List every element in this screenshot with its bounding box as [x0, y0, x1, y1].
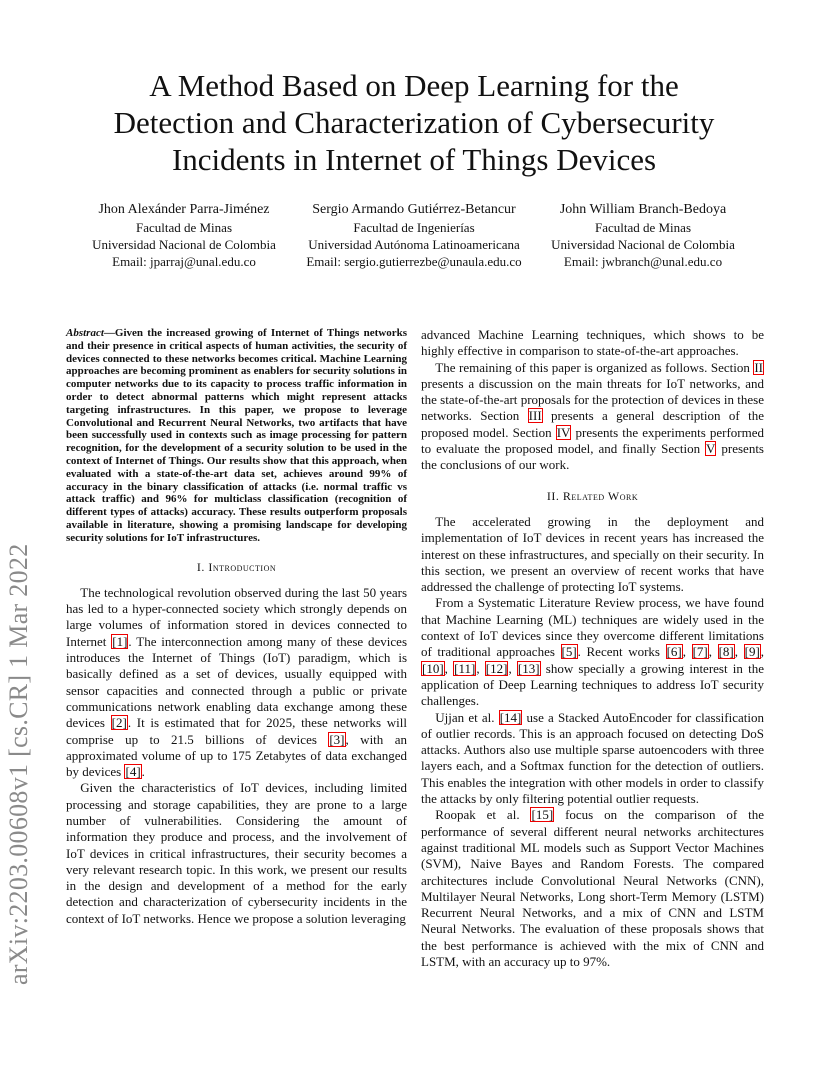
- intro-paragraph-2: Given the characteristics of IoT devices, including limited processing and storage capabilities, they are prone to a large number of vulnerabilities. Considering the amount of information they produce and process, and the involvement of IoT devices in critical infrastructures, their security becomes a very relevant research topic. In this work, we present our results in the design and development of a method for the early detection and characterization of cybersecurity incidents in the context of IoT networks. Hence we propose a solution leveraging: [66, 780, 407, 926]
- title-line: A Method Based on Deep Learning for the: [149, 68, 679, 103]
- text-run: . The interconnection among many of these devices introduces the Internet of Things (IoT) paradigm, which is basically defined as a set of devices, usually equipped with sensor capacities and connected through a public or private communications network enabling data exchange among these devices: [66, 633, 408, 731]
- citation-link[interactable]: [11]: [454, 660, 476, 676]
- text-run: Roopak et al.: [435, 807, 531, 823]
- related-paragraph-1: The accelerated growing in the deployment and implementation of IoT devices in recent years has increased the interest on these infrastructures, and specially on their security. In this section, we present an overview of recent works that have addressed the challenge of protecting IoT systems.: [421, 513, 764, 595]
- text-run: , with an approximated volume of up to 175 Zetabytes of data exchanged by devices: [66, 731, 407, 780]
- left-column: [66, 327, 407, 927]
- abstract-text: —Given the increased growing of Internet of Things networks and their presence in critical aspects of human activities, the security of devices connected to these networks becomes critical. Machine Learning approaches are becoming prominent as enablers for security solutions in computer networks due to its capacity to process traffic information in order to detect abnormal patterns which might represent attacks targeting infrastructures. In this paper, we propose to leverage Convolutional and Recurrent Neural Networks, two artifacts that have been successfully used in contexts such as image processing for pattern recognition, for the development of a security solution to be used in the context of Internet of Things. Our results show that this approach, when evaluated with a state-of-the-art data set, achieves around 99% of accuracy in the binary classification of attacks (i.e. normal traffic vs attack traffic) and 96% for multiclass classification (recognition of different types of attacks) accuracy. These results outperform proposals available in literature, showing a promising landscape for developing security solutions for IoT infrastructures.: [66, 327, 407, 544]
- author-department: Facultad de Ingenierías: [353, 220, 475, 235]
- citation-link[interactable]: [8]: [718, 644, 734, 660]
- citation-link[interactable]: [12]: [485, 660, 508, 676]
- text-run: show specially a growing interest in the application of Deep Learning techniques to address IoT security challenges.: [421, 660, 764, 709]
- text-run: presents the conclusions of our work.: [421, 441, 764, 473]
- related-paragraph-2: From a Systematic Literature Review process, we have found that Machine Learning (ML) techniques are widely used in the context of IoT devices since they overcome different limitations of traditional approaches [5]. Recent works [6], [7], [8], [9], [10], [11], [12], [13] show specially a growing interest in the application of Deep Learning techniques to address IoT security challenges.: [421, 595, 765, 709]
- author-department: Facultad de Minas: [594, 220, 692, 235]
- section-link[interactable]: IV: [556, 424, 571, 440]
- citation-link[interactable]: [13]: [517, 660, 540, 676]
- text-run: .: [141, 764, 145, 780]
- citation-link[interactable]: [3]: [329, 731, 345, 747]
- text-run: . Recent works: [577, 644, 666, 660]
- intro-paragraph-2-continued: advanced Machine Learning techniques, which shows to be highly effective in comparison to state-of-the-art approaches.: [421, 327, 764, 359]
- author-block: [84, 201, 284, 270]
- citation-link[interactable]: [14]: [499, 709, 522, 725]
- text-run: use a Stacked AutoEncoder for classification of outlier records. This is an approach focused on detecting DoS attacks. Authors also use multiple sparse autoencoders with three layers each, and a Softmax function for the detection of outliers. This enables the integration with other models in order to classify the attacks by only filtering potential outlier requests.: [421, 709, 764, 807]
- citation-link[interactable]: [6]: [666, 644, 682, 660]
- abstract: [66, 327, 407, 545]
- citation-link[interactable]: [4]: [125, 764, 141, 780]
- author-block: [297, 201, 531, 270]
- author-block: [543, 201, 743, 270]
- text-run: The technological revolution observed during the last 50 years has led to a hyper-connected society which strongly depends on large volumes of information stored in devices connected to Internet: [66, 584, 407, 649]
- citation-link[interactable]: [2]: [111, 715, 127, 731]
- citation-link[interactable]: [5]: [561, 644, 577, 660]
- author-department: Facultad de Minas: [135, 220, 233, 235]
- text-run: Ujjan et al.: [435, 709, 499, 725]
- text-run: presents a discussion on the main threats for IoT networks, and the state-of-the-art proposals for the protection of devices in these networks. Section: [421, 375, 764, 424]
- text-run: . It is estimated that for 2025, these networks will comprise up to 21.5 billions of devices: [66, 715, 407, 747]
- arxiv-identifier: arXiv:2203.00608v1 [cs.CR] 1 Mar 2022: [4, 543, 33, 985]
- citation-link[interactable]: [7]: [692, 644, 708, 660]
- author-email: Email: jwbranch@unal.edu.co: [563, 254, 723, 269]
- intro-paragraph-1: [66, 585, 407, 781]
- abstract-label: Abstract: [66, 327, 104, 339]
- citation-link[interactable]: [9]: [744, 644, 760, 660]
- right-column: [421, 327, 764, 970]
- related-paragraph-3: [421, 710, 764, 808]
- author-email: Email: sergio.gutierrezbe@unaula.edu.co: [306, 254, 522, 269]
- text-run: presents a general description of the proposed model. Section: [421, 408, 764, 440]
- author-name: John William Branch-Bedoya: [559, 202, 727, 217]
- author-institution: Universidad Nacional de Colombia: [551, 237, 735, 252]
- section-heading-introduction: I. Introduction: [196, 559, 277, 574]
- citation-link[interactable]: [10]: [422, 660, 444, 676]
- text-run: The remaining of this paper is organized as follows. Section: [435, 359, 754, 375]
- title-line: Incidents in Internet of Things Devices: [171, 142, 657, 177]
- section-heading-related-work: II. Related Work: [546, 488, 639, 503]
- citation-link[interactable]: [1]: [112, 633, 128, 649]
- text-run: From a Systematic Literature Review process, we have found that Machine Learning (ML) techniques are widely used in the context of IoT devices since they overcome different limitations of traditional approaches: [421, 595, 764, 660]
- text-run: presents the experiments performed to evaluate the proposed model, and finally Section: [421, 424, 765, 457]
- text-run: focus on the comparison of the performance of several different neural networks architectures against traditional ML models such as Support Vector Machines (SVM), Naive Bayes and Random Forests. The compared architectures include Convolutional Neural Networks (CNN), Multilayer Neural Networks, Long short-Term Memory (LSTM) Recurrent Neural Networks, and a mix of CNN and LSTM Neural Networks. The evaluation of these proposals shows that the best performance is achieved with the mix of CNN and LSTM, with an accuracy up to 97%.: [421, 807, 764, 969]
- citation-link[interactable]: [15]: [531, 807, 554, 823]
- intro-paragraph-3: [421, 360, 764, 474]
- author-institution: Universidad Nacional de Colombia: [92, 237, 276, 252]
- section-link[interactable]: V: [706, 441, 716, 457]
- paper-title: [60, 67, 768, 178]
- author-name: Jhon Alexánder Parra-Jiménez: [98, 202, 270, 217]
- related-paragraph-4: [421, 807, 764, 970]
- author-institution: Universidad Autónoma Latinoamericana: [308, 237, 520, 252]
- author-name: Sergio Armando Gutiérrez-Betancur: [312, 202, 516, 217]
- author-email: Email: jparraj@unal.edu.co: [112, 254, 256, 269]
- title-line: Detection and Characterization of Cybersecurity: [113, 105, 715, 140]
- section-link[interactable]: II: [754, 359, 763, 375]
- section-link[interactable]: III: [528, 408, 542, 424]
